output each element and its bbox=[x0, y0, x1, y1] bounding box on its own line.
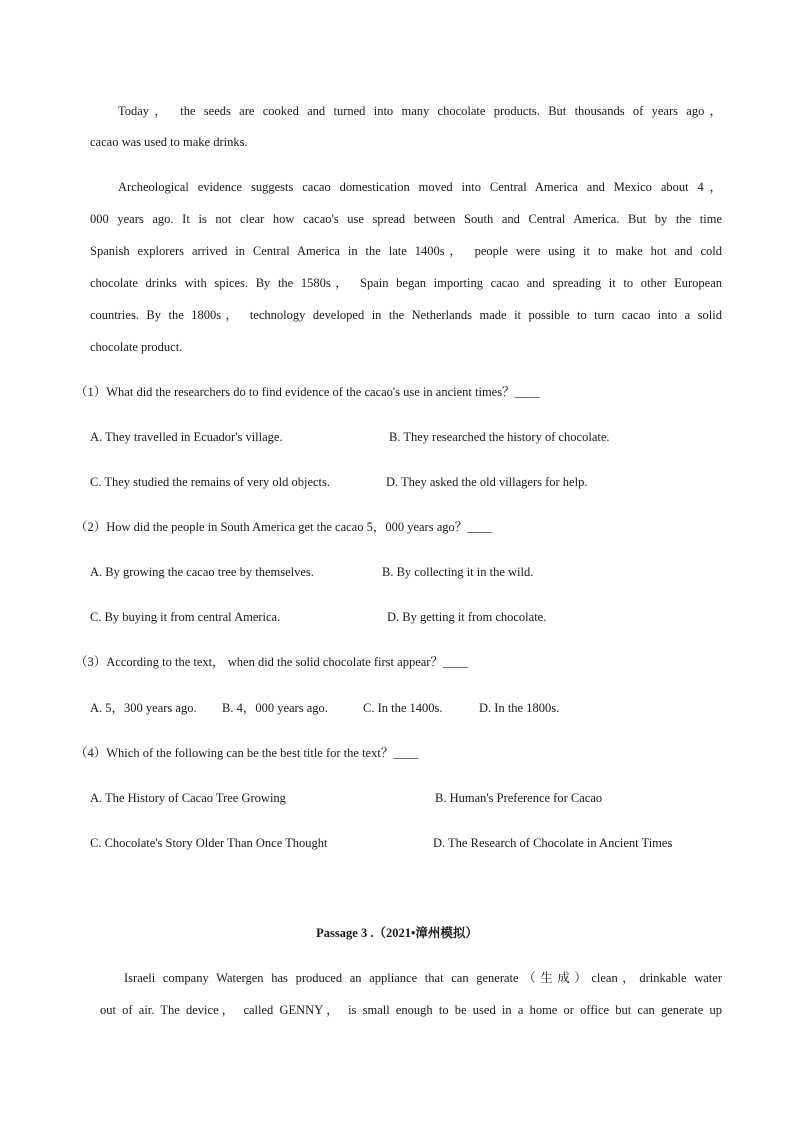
passage-3-line-2: out of air. The device， called GENNY， is small enough to be used in a home or office but can generate up bbox=[100, 1003, 722, 1017]
paragraph-2-line-5: countries. By the 1800s， technology developed in the Netherlands made it possible to turn cacao into a solid bbox=[90, 308, 722, 322]
question-2-stem: （2）How did the people in South America get the cacao 5，000 years ago？____ bbox=[75, 520, 493, 534]
paragraph-2-line-3: Spanish explorers arrived in Central America in the late 1400s， people were using it to make hot and cold bbox=[90, 244, 722, 258]
question-1-option-a[interactable]: A. They travelled in Ecuador's village. bbox=[90, 430, 283, 444]
paragraph-2-line-2: 000 years ago. It is not clear how cacao's use spread between South and Central America. But by the time bbox=[90, 212, 722, 226]
paragraph-2-line-4: chocolate drinks with spices. By the 1580s， Spain began importing cacao and spreading it to other European bbox=[90, 276, 722, 290]
question-1-option-b[interactable]: B. They researched the history of chocolate. bbox=[389, 430, 610, 444]
question-2-option-a[interactable]: A. By growing the cacao tree by themselves. bbox=[90, 565, 314, 579]
question-3-option-d[interactable]: D. In the 1800s. bbox=[479, 701, 560, 715]
question-2-option-b[interactable]: B. By collecting it in the wild. bbox=[382, 565, 534, 579]
question-1-option-d[interactable]: D. They asked the old villagers for help. bbox=[386, 475, 588, 489]
question-4-option-c[interactable]: C. Chocolate's Story Older Than Once Thought bbox=[90, 836, 328, 850]
question-1-option-c[interactable]: C. They studied the remains of very old objects. bbox=[90, 475, 330, 489]
question-2-option-c[interactable]: C. By buying it from central America. bbox=[90, 610, 281, 624]
question-3-stem: （3）According to the text， when did the solid chocolate first appear？____ bbox=[75, 655, 468, 669]
question-4-option-d[interactable]: D. The Research of Chocolate in Ancient Times bbox=[433, 836, 673, 850]
passage-3-heading: Passage 3 .（2021•漳州模拟） bbox=[316, 926, 478, 940]
question-3-option-a[interactable]: A. 5，300 years ago. bbox=[90, 701, 197, 715]
question-4-option-b[interactable]: B. Human's Preference for Cacao bbox=[435, 791, 603, 805]
question-4-option-a[interactable]: A. The History of Cacao Tree Growing bbox=[90, 791, 286, 805]
question-3-option-b[interactable]: B. 4，000 years ago. bbox=[222, 701, 328, 715]
question-2-option-d[interactable]: D. By getting it from chocolate. bbox=[387, 610, 547, 624]
paragraph-1-line-2: cacao was used to make drinks. bbox=[90, 135, 248, 149]
passage-3-line-1: Israeli company Watergen has produced an appliance that can generate（生成）clean，drinkable water bbox=[124, 971, 722, 985]
question-3-option-c[interactable]: C. In the 1400s. bbox=[363, 701, 443, 715]
paragraph-2-line-1: Archeological evidence suggests cacao domestication moved into Central America and Mexico about 4， bbox=[118, 180, 722, 194]
paragraph-1-line-1: Today， the seeds are cooked and turned into many chocolate products. But thousands of years ago， bbox=[118, 104, 722, 118]
question-4-stem: （4）Which of the following can be the best title for the text？____ bbox=[75, 746, 419, 760]
paragraph-2-line-6: chocolate product. bbox=[90, 340, 183, 354]
question-1-stem: （1）What did the researchers do to find evidence of the cacao's use in ancient times？____ bbox=[75, 385, 540, 399]
